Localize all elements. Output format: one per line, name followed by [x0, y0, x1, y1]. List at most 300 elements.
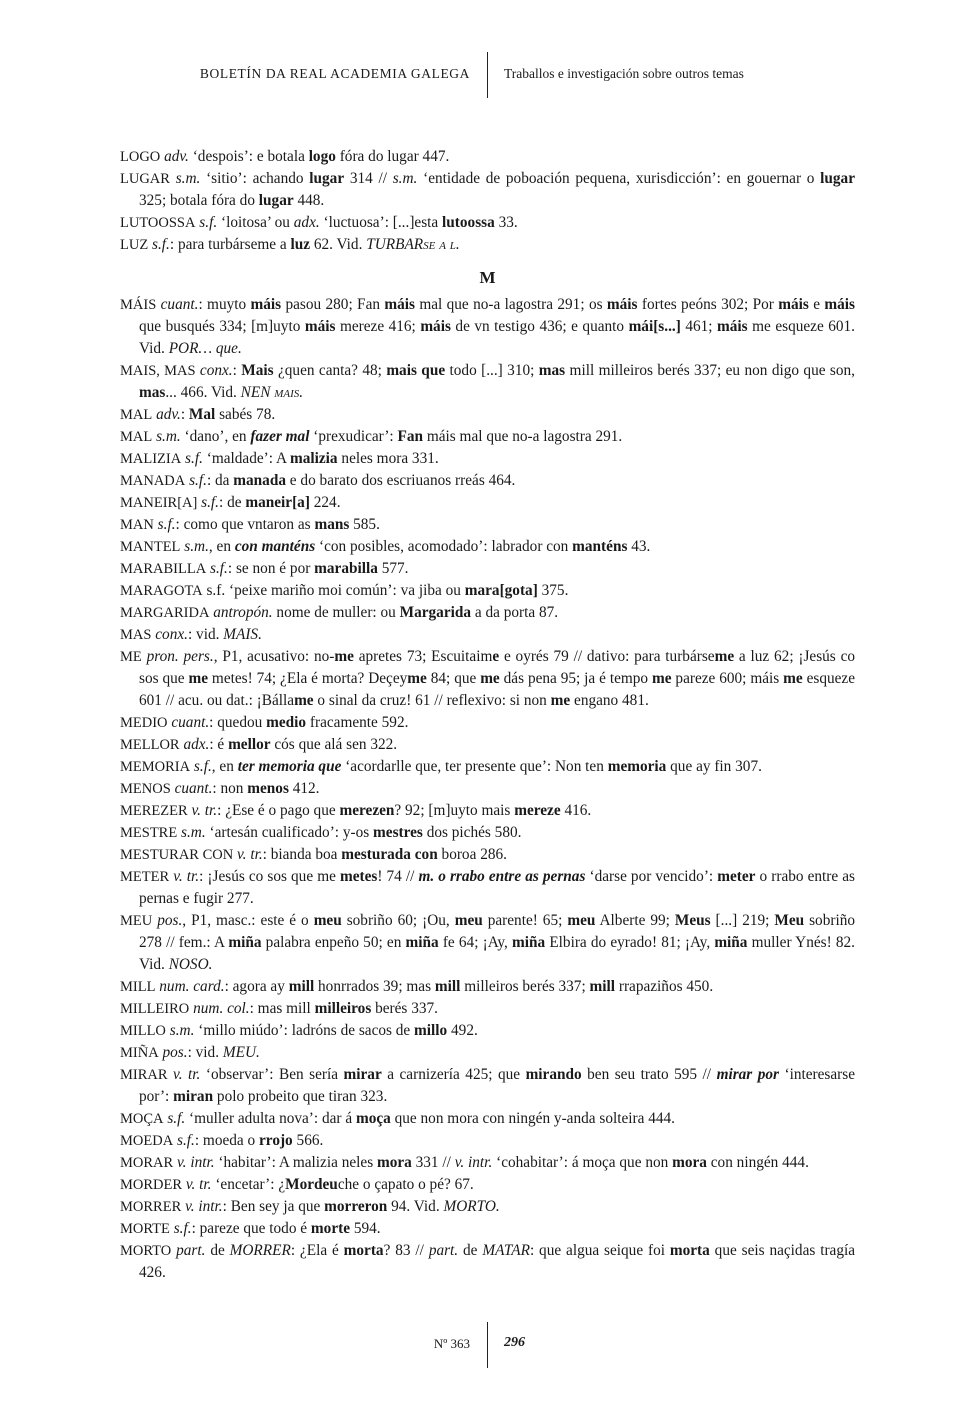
entry-text: todo [...] 310; [445, 362, 539, 379]
entry-text: me esqueze 601. Vid. [139, 318, 856, 357]
citation-form: mara[gota] [464, 582, 538, 599]
entry-text: ? 92; [m]uyto mais [394, 802, 515, 819]
grammar-label: num. col. [193, 1000, 250, 1017]
entry-text: : se non é por [227, 560, 315, 577]
entry-text: 84; que [426, 670, 481, 687]
glossary-entry [120, 580, 855, 602]
citation-form: merezen [339, 802, 395, 819]
entry-text: que non mora con ningén y-anda solteira 444. [390, 1110, 675, 1127]
entry-text: apretes 73; Escuitaim [353, 648, 493, 665]
entry-text: que seis naçidas tragía 426. [139, 1242, 856, 1281]
citation-form: lutoossa [442, 214, 495, 231]
entry-text: 448. [293, 192, 325, 209]
entry-text: honrrados 39; mas [314, 978, 435, 995]
cross-reference: NEN mais. [240, 384, 304, 401]
citation-form: meu [567, 912, 596, 929]
grammar-label: s.f. [193, 758, 212, 775]
grammar-label: pos. [157, 912, 183, 929]
entry-text: : agora ay [224, 978, 289, 995]
headword: MENOS [120, 781, 171, 797]
grammar-label: adv. [164, 148, 189, 165]
citation-form: mora [376, 1154, 412, 1171]
entry-text: 412. [288, 780, 320, 797]
entry-text: , P1, acusativo: no- [213, 648, 335, 665]
grammar-label: s.f. [185, 450, 203, 467]
grammar-label: part. [428, 1242, 459, 1259]
entry-text: ... 466. Vid. [165, 384, 241, 401]
cross-reference: MAIS. [223, 626, 262, 643]
entry-text: ‘darse por vencido’: [585, 868, 718, 885]
entry-text: de vn testigo 436; e quanto [450, 318, 629, 335]
headword: METER [120, 869, 170, 885]
entry-text: a da porta 87. [471, 604, 559, 621]
glossary-entry [120, 404, 855, 426]
entry-text: berés 337. [371, 1000, 438, 1017]
entry-text: nome de muller: ou [272, 604, 400, 621]
entry-text: sabés 78. [215, 406, 276, 423]
grammar-label: pos. [162, 1044, 188, 1061]
citation-form: mereze [514, 802, 561, 819]
entry-text: ‘acordarlle que, ter presente que’: Non ten [341, 758, 608, 775]
headword: MALIZIA [120, 451, 182, 467]
entry-text: cós que alá sen 322. [270, 736, 398, 753]
citation-form: me [714, 648, 735, 665]
entry-text: e do barato dos escriuanos rreás 464. [285, 472, 516, 489]
headword: MILL [120, 979, 156, 995]
citation-form: meu [313, 912, 342, 929]
headword: MANADA [120, 473, 186, 489]
citation-form: metes [339, 868, 378, 885]
grammar-label: … que. [198, 340, 242, 357]
citation-form: meu [454, 912, 483, 929]
grammar-label: v. tr. [237, 846, 263, 863]
headword: MESTRE [120, 825, 178, 841]
entry-text: e oyrés 79 // dativo: para turbárse [499, 648, 715, 665]
entry-text: fe 64; ¡Ay, [438, 934, 512, 951]
entry-text: sobriño 278 // fem.: A [139, 912, 855, 951]
citation-form: morte [310, 1220, 350, 1237]
glossary-entry [120, 1042, 855, 1064]
citation-form: me [294, 692, 314, 709]
citation-form: Mordeu [285, 1176, 338, 1193]
citation-form: me [480, 670, 500, 687]
entry-text: polo probeito que tiran 323. [213, 1088, 388, 1105]
entry-text: : da [206, 472, 234, 489]
entry-text: ‘luctuosa’: [...]esta [319, 214, 443, 231]
headword: LUTOOSSA [120, 215, 196, 231]
citation-form: memoria [607, 758, 667, 775]
headword: MAIS, MAS [120, 363, 196, 379]
glossary-entry [120, 734, 855, 756]
grammar-label: s.m. [184, 538, 209, 555]
grammar-label: part. [176, 1242, 206, 1259]
headword: MARGARIDA [120, 605, 210, 621]
entry-text: ‘cohabitar’: á moça que non [492, 1154, 673, 1171]
entry-text: 43. [627, 538, 651, 555]
entry-text: 594. [350, 1220, 381, 1237]
header-divider [487, 52, 488, 98]
citation-form: malizia [290, 450, 338, 467]
citation-form: me [407, 670, 427, 687]
glossary-entry [120, 1130, 855, 1152]
entry-text: Alberte 99; [595, 912, 675, 929]
citation-form: mas [538, 362, 566, 379]
glossary-entry [120, 646, 855, 712]
citation-form: medio [266, 714, 307, 731]
entry-text: : pareze que todo é [191, 1220, 311, 1237]
entry-text: ‘entidade de poboación pequena, xurisdicción’: en gouernar o [417, 170, 821, 187]
citation-form: máis [304, 318, 336, 335]
entry-text: o sinal da cruz! 61 // reflexivo: si non [313, 692, 551, 709]
glossary-entry [120, 492, 855, 514]
entry-text: , en [208, 538, 235, 555]
citation-form: morreron [324, 1198, 388, 1215]
glossary-entry [120, 998, 855, 1020]
headword: MARABILLA [120, 561, 207, 577]
entry-text: : non [212, 780, 248, 797]
entry-text: ‘dano’, en [180, 428, 251, 445]
citation-form: e [492, 648, 500, 665]
glossary-entry [120, 470, 855, 492]
glossary-entry [120, 448, 855, 470]
entry-text: boroa 286. [437, 846, 507, 863]
headword: MANTEL [120, 539, 181, 555]
entry-text: ‘prexudicar’: [309, 428, 398, 445]
entry-text: : [180, 406, 189, 423]
grammar-label: cuant. [174, 780, 213, 797]
page-header [0, 0, 975, 100]
section-title: Traballos e investigación sobre outros temas [504, 66, 744, 81]
phrase-form: m. o rrabo entre as pernas [418, 868, 586, 885]
entry-text: a luz 62; ¡Jesús co sos que [139, 648, 856, 687]
entry-text: , en [211, 758, 238, 775]
page-number: 296 [504, 1335, 525, 1350]
citation-form: mái[s...] [628, 318, 681, 335]
citation-form: milleiros [314, 1000, 372, 1017]
citation-form: manada [233, 472, 286, 489]
entry-text: 416. [560, 802, 592, 819]
entry-text: 577. [377, 560, 409, 577]
entry-text: 33. [494, 214, 518, 231]
citation-form: mora [672, 1154, 707, 1171]
entry-text: 224. [309, 494, 341, 511]
entry-text: : ¡Jesús co sos que me [199, 868, 340, 885]
grammar-label: s.m. [169, 1022, 195, 1039]
entry-text: : [232, 362, 242, 379]
citation-form: mellor [228, 736, 271, 753]
entry-text: [...] 219; [710, 912, 775, 929]
entry-text: ‘artesán cualificado’: y-os [205, 824, 374, 841]
entry-text: ‘encetar’: ¿ [211, 1176, 286, 1193]
entry-text: mal que no-a lagostra 291; os [414, 296, 607, 313]
phrase-form: mirar por [716, 1066, 780, 1083]
entry-text: rrapaziños 450. [615, 978, 714, 995]
grammar-label: antropón. [213, 604, 273, 621]
citation-form: menos [247, 780, 289, 797]
citation-form: mas [139, 384, 166, 401]
headword: ME [120, 649, 142, 665]
glossary-content [120, 146, 855, 1284]
entry-text: 331 // [411, 1154, 455, 1171]
headword: MAL [120, 429, 153, 445]
glossary-entry [120, 712, 855, 734]
citation-form: miran [173, 1088, 214, 1105]
entry-text: 461; [680, 318, 718, 335]
headword: MORRER [120, 1199, 182, 1215]
citation-form: morta [669, 1242, 710, 1259]
citation-form: máis [717, 318, 748, 335]
glossary-entry [120, 844, 855, 866]
entry-text: ‘observar’: Ben sería [200, 1066, 344, 1083]
citation-form: mirar [343, 1066, 382, 1083]
citation-form: máis [824, 296, 855, 313]
entry-text: a carnizería 425; que [381, 1066, 526, 1083]
entry-text: con ningén 444. [706, 1154, 809, 1171]
grammar-label: conx. [199, 362, 233, 379]
citation-form: mais que [386, 362, 446, 379]
entry-text: que busqués 334; [m]uyto [139, 318, 305, 335]
citation-form: mill [434, 978, 461, 995]
entry-text: engano 481. [570, 692, 649, 709]
entry-text: : como que vntaron as [175, 516, 315, 533]
citation-form: miña [714, 934, 748, 951]
glossary-entry [120, 1020, 855, 1042]
glossary-entry [120, 800, 855, 822]
citation-form: millo [414, 1022, 448, 1039]
glossary-entry [120, 1240, 855, 1284]
headword: MORDER [120, 1177, 183, 1193]
citation-form: me [783, 670, 803, 687]
entry-text: e [808, 296, 825, 313]
cross-reference: POR [168, 340, 199, 357]
grammar-label: v. tr. [173, 1066, 201, 1083]
glossary-entry [120, 426, 855, 448]
headword: LUGAR [120, 171, 170, 187]
glossary-entry [120, 976, 855, 998]
grammar-label: adx. [183, 736, 210, 753]
citation-form: logo [308, 148, 336, 165]
citation-form: Mal [188, 406, 216, 423]
citation-form: lugar [820, 170, 855, 187]
entry-text: sobriño 60; ¡Ou, [341, 912, 455, 929]
grammar-label: conx. [155, 626, 188, 643]
glossary-entry [120, 212, 855, 234]
cross-reference: MORRER [229, 1242, 291, 1259]
citation-form: rrojo [259, 1132, 293, 1149]
entry-text: de [205, 1242, 230, 1259]
entry-text: : quedou [209, 714, 267, 731]
entry-text: : muyto [198, 296, 251, 313]
entry-text: 375. [537, 582, 569, 599]
entry-text: ‘millo miúdo’: ladróns de sacos de [194, 1022, 415, 1039]
citation-form: me [188, 670, 209, 687]
glossary-entry [120, 822, 855, 844]
entry-text: ‘interesarse por’: [139, 1066, 856, 1105]
citation-form: Meus [674, 912, 711, 929]
cross-reference: MORTO. [443, 1198, 500, 1215]
citation-form: mesturada con [341, 846, 438, 863]
entry-text: ‘maldade’: A [202, 450, 290, 467]
citation-form: moça [355, 1110, 391, 1127]
cross-reference: TURBARse a l. [366, 236, 460, 253]
entry-text: : ¿Ese é o pago que [217, 802, 340, 819]
glossary-entry [120, 514, 855, 536]
entry-text: mill milleiros berés 337; eu non digo que son, [565, 362, 855, 379]
grammar-label: s.f. [210, 560, 228, 577]
grammar-label: adv. [156, 406, 181, 423]
glossary-entry [120, 1218, 855, 1240]
grammar-label: num. card. [159, 978, 225, 995]
grammar-label: v. intr. [185, 1198, 223, 1215]
entry-text: dás pena 95; ja é tempo [499, 670, 652, 687]
headword: MORTO [120, 1243, 172, 1259]
entry-text: parente! 65; [482, 912, 568, 929]
grammar-label: cuant. [160, 296, 199, 313]
entry-text: máis mal que no-a lagostra 291. [423, 428, 623, 445]
citation-form: mill [589, 978, 616, 995]
citation-form: máis [250, 296, 282, 313]
entry-text: Elbira do eyrado! 81; ¡Ay, [545, 934, 715, 951]
phrase-form: fazer mal [250, 428, 310, 445]
headword: MORTE [120, 1221, 170, 1237]
cross-reference: MATAR [482, 1242, 530, 1259]
grammar-label: s.f. [199, 214, 218, 231]
glossary-entry [120, 602, 855, 624]
entry-text: 94. Vid. [387, 1198, 444, 1215]
citation-form: lugar [258, 192, 294, 209]
entry-text: dos pichés 580. [422, 824, 522, 841]
entry-text: 325; botala fóra do [139, 192, 259, 209]
entry-text: de [458, 1242, 483, 1259]
grammar-label: s.m. [175, 170, 201, 187]
headword: MIRAR [120, 1067, 168, 1083]
entry-text: : de [219, 494, 246, 511]
phrase-form: con manténs [234, 538, 316, 555]
grammar-label: s.f. [157, 516, 176, 533]
entry-text: ‘con posibles, acomodado’: labrador con [315, 538, 573, 555]
entry-text: ‘loitosa’ ou [217, 214, 294, 231]
glossary-entry [120, 1196, 855, 1218]
entry-text: 62. Vid. [310, 236, 367, 253]
entry-text: fortes peóns 302; Por [637, 296, 779, 313]
citation-form: me [550, 692, 571, 709]
entry-text: : mas mill [249, 1000, 315, 1017]
entry-text: : vid. [187, 626, 224, 643]
grammar-label: s.f. [177, 1132, 195, 1149]
entry-text: ‘sitio’: achando [200, 170, 310, 187]
grammar-label: v. tr. [185, 1176, 212, 1193]
entry-text: : bianda boa [262, 846, 342, 863]
entry-text: 585. [349, 516, 380, 533]
grammar-label: pron. pers. [146, 648, 214, 665]
glossary-entry [120, 1108, 855, 1130]
grammar-label: adx. [293, 214, 320, 231]
glossary-entry [120, 558, 855, 580]
grammar-label: cuant. [171, 714, 210, 731]
entry-text: 314 // [344, 170, 393, 187]
entry-text: ‘muller adulta nova’: dar á [185, 1110, 356, 1127]
headword: LOGO [120, 149, 161, 165]
headword: MESTURAR CON [120, 847, 234, 863]
headword: LUZ [120, 237, 149, 253]
grammar-label: s.f. [173, 1220, 192, 1237]
citation-form: miña [228, 934, 262, 951]
grammar-label: v. tr. [191, 802, 218, 819]
headword: MEDIO [120, 715, 168, 731]
entry-text: pareze 600; máis [671, 670, 784, 687]
cross-reference: MEU. [222, 1044, 260, 1061]
citation-form: mans [314, 516, 350, 533]
glossary-entry [120, 294, 855, 360]
glossary-entry [120, 146, 855, 168]
entry-text: mereze 416; [335, 318, 421, 335]
phrase-form: ter memoria que [237, 758, 342, 775]
glossary-entry [120, 778, 855, 800]
citation-form: manténs [572, 538, 628, 555]
entry-text: pasou 280; Fan [281, 296, 385, 313]
entry-text: muller Ynés! 82. Vid. [139, 934, 855, 973]
citation-form: morta [343, 1242, 384, 1259]
grammar-label: v. intr. [177, 1154, 215, 1171]
entry-text: che o çapato o pé? 67. [337, 1176, 474, 1193]
entry-text: : é [209, 736, 229, 753]
headword: MIÑA [120, 1045, 159, 1061]
entry-text: ¿quen canta? 48; [273, 362, 387, 379]
citation-form: luz [290, 236, 311, 253]
headword: MOÇA [120, 1111, 164, 1127]
glossary-entry [120, 910, 855, 976]
entry-text: ben seu trato 595 // [581, 1066, 717, 1083]
citation-form: máis [420, 318, 451, 335]
citation-form: máis [606, 296, 638, 313]
citation-form: máis [384, 296, 415, 313]
citation-form: mill [288, 978, 315, 995]
grammar-label: v. intr. [454, 1154, 493, 1171]
headword: MAN [120, 517, 154, 533]
citation-form: Mais [241, 362, 274, 379]
citation-form: Meu [774, 912, 805, 929]
grammar-label: s.m. [392, 170, 418, 187]
entry-text: ‘despois’: e botala [188, 148, 309, 165]
headword: MAL [120, 407, 153, 423]
entry-text: ‘habitar’: A malizia neles [214, 1154, 377, 1171]
entry-text: palabra enpeño 50; en [261, 934, 406, 951]
headword: MELLOR [120, 737, 180, 753]
entry-text: esqueze 601 // acu. ou dat.: ¡Bálla [139, 670, 856, 709]
headword: MILLO [120, 1023, 166, 1039]
glossary-entry [120, 536, 855, 558]
headword: MAS [120, 627, 152, 643]
cross-reference: NOSO. [168, 956, 213, 973]
grammar-label: s.f. [152, 236, 170, 253]
citation-form: Fan [397, 428, 424, 445]
grammar-label: s.f. [201, 494, 220, 511]
section-letter: M [479, 268, 496, 287]
entry-text: : que algua seique foi [529, 1242, 670, 1259]
entry-text: fóra do lugar 447. [335, 148, 450, 165]
entry-text: fracamente 592. [306, 714, 409, 731]
grammar-label: s.m. [156, 428, 181, 445]
entry-text: que ay fin 307. [666, 758, 762, 775]
entry-text: : moeda o [194, 1132, 260, 1149]
journal-title: BOLETÍN DA REAL ACADEMIA GALEGA [199, 66, 470, 81]
citation-form: miña [512, 934, 546, 951]
citation-form: me [651, 670, 672, 687]
glossary-entry [120, 1064, 855, 1108]
headword: MEMORIA [120, 759, 191, 775]
entry-text: neles mora 331. [337, 450, 439, 467]
headword: MOEDA [120, 1133, 174, 1149]
